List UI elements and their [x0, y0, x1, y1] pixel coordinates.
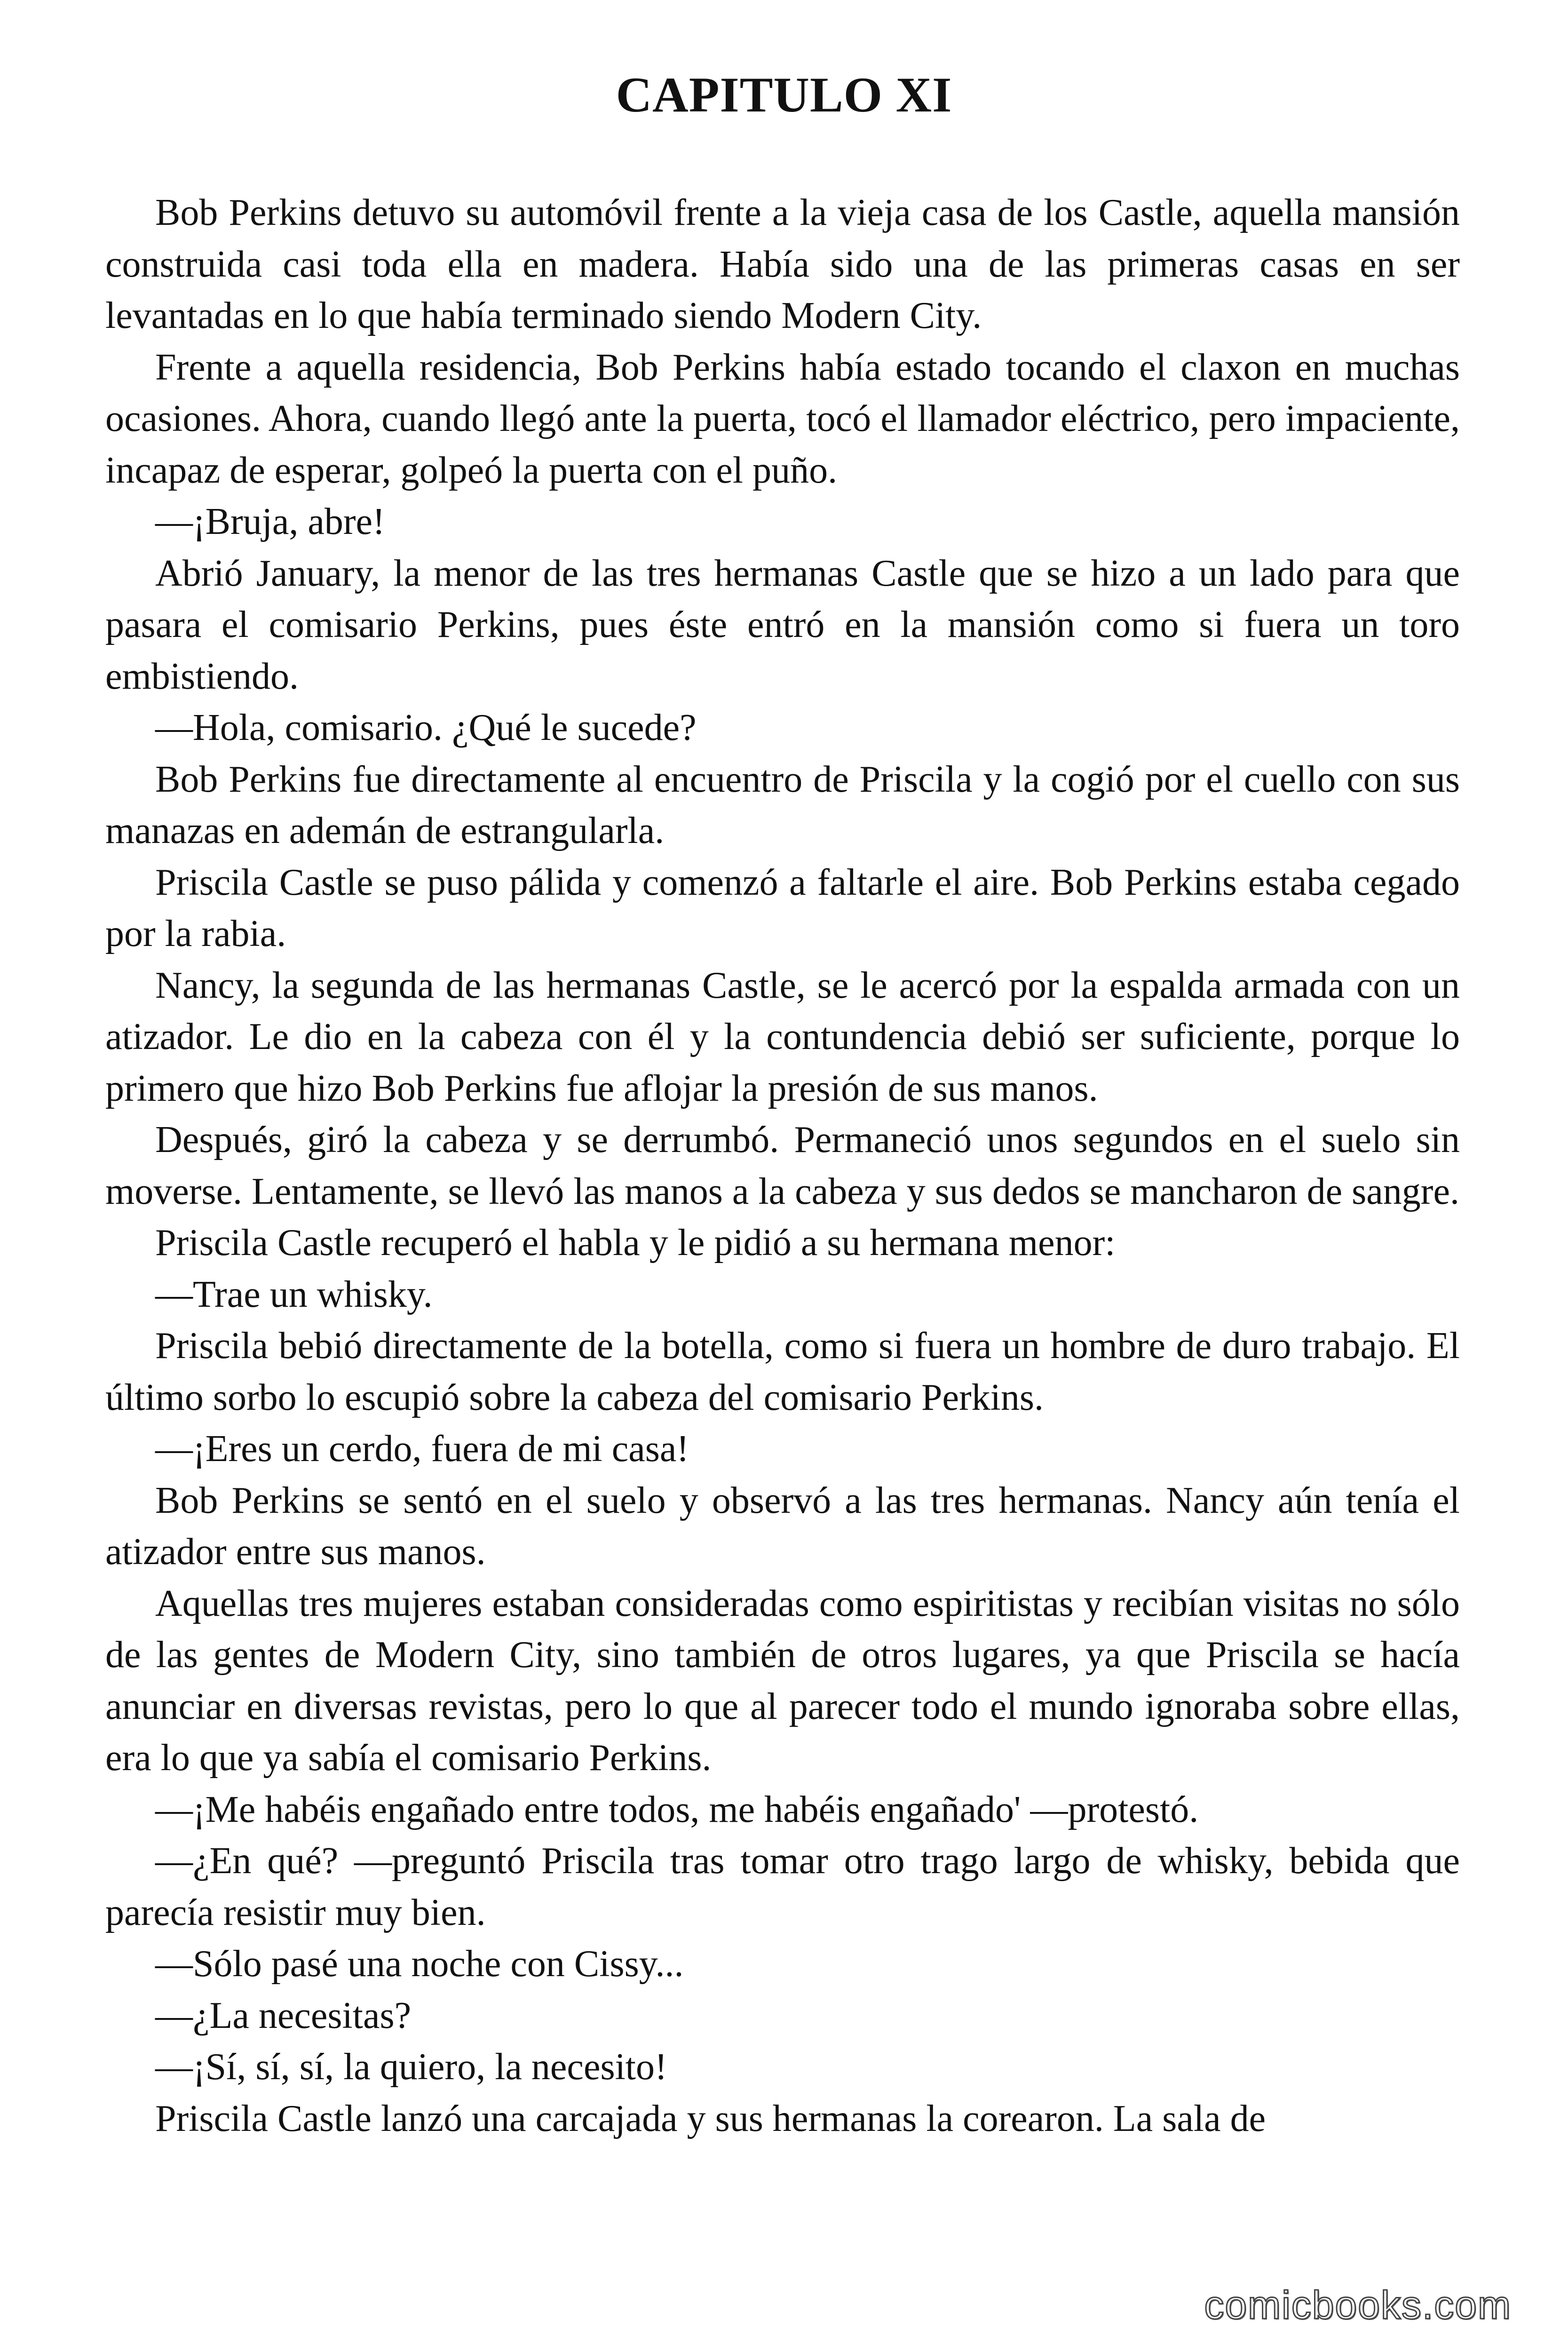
paragraph: Priscila Castle recuperó el habla y le pidió a su hermana menor:: [155, 1222, 1116, 1263]
paragraph: —¿En qué? —preguntó Priscila tras tomar otro trago largo de whisky, bebida que parecía resistir muy bien.: [105, 1840, 1460, 1933]
paragraph: —¡Sí, sí, sí, la quiero, la necesito!: [155, 2046, 667, 2088]
paragraph: Frente a aquella residencia, Bob Perkins había estado tocando el claxon en muchas ocasiones. Ahora, cuando llegó ante la puerta, tocó el llamador eléctrico, pero impaciente, incapaz de esperar, golpeó la puerta con el puño.: [105, 346, 1460, 491]
paragraph: Priscila Castle se puso pálida y comenzó a faltarle el aire. Bob Perkins estaba cegado por la rabia.: [105, 861, 1460, 954]
body-text: [105, 187, 1460, 2145]
paragraph: Aquellas tres mujeres estaban consideradas como espiritistas y recibían visitas no sólo de las gentes de Modern City, sino también de otros lugares, ya que Priscila se hacía anunciar en diversas revistas, pero lo que al parecer todo el mundo ignoraba sobre ellas, era lo que ya sabía el comisario Perkins.: [105, 1582, 1460, 1779]
paragraph: Nancy, la segunda de las hermanas Castle, se le acercó por la espalda armada con un atizador. Le dio en la cabeza con él y la contundencia debió ser suficiente, porque lo primero que hizo Bob Perkins fue aflojar la presión de sus manos.: [105, 964, 1460, 1109]
paragraph: Bob Perkins se sentó en el suelo y observó a las tres hermanas. Nancy aún tenía el atizador entre sus manos.: [105, 1479, 1460, 1573]
paragraph: Abrió January, la menor de las tres hermanas Castle que se hizo a un lado para que pasara el comisario Perkins, pues éste entró en la mansión como si fuera un toro embistiendo.: [105, 552, 1460, 697]
paragraph: —Hola, comisario. ¿Qué le sucede?: [155, 707, 697, 748]
paragraph: —¿La necesitas?: [155, 1994, 412, 2036]
paragraph: —Trae un whisky.: [155, 1273, 433, 1315]
paragraph: Priscila bebió directamente de la botella, como si fuera un hombre de duro trabajo. El último sorbo lo escupió sobre la cabeza del comisario Perkins.: [105, 1325, 1460, 1418]
watermark: comicbooks.com: [1204, 2283, 1512, 2327]
paragraph: Bob Perkins fue directamente al encuentro de Priscila y la cogió por el cuello con sus manazas en ademán de estrangularla.: [105, 758, 1460, 851]
paragraph: —¡Eres un cerdo, fuera de mi casa!: [155, 1428, 689, 1470]
paragraph: —Sólo pasé una noche con Cissy...: [155, 1943, 684, 1985]
paragraph: —¡Bruja, abre!: [155, 501, 385, 542]
paragraph: Después, giró la cabeza y se derrumbó. Permaneció unos segundos en el suelo sin moverse. Lentamente, se llevó las manos a la cabeza y sus dedos se mancharon de sangre.: [105, 1119, 1460, 1212]
paragraph: —¡Me habéis engañado entre todos, me habéis engañado' —protestó.: [155, 1788, 1199, 1830]
chapter-title: CAPITULO XI: [616, 67, 952, 122]
paragraph: Bob Perkins detuvo su automóvil frente a la vieja casa de los Castle, aquella mansión construida casi toda ella en madera. Había sido una de las primeras casas en ser levantadas en lo que había terminado siendo Modern City.: [105, 192, 1460, 336]
paragraph: Priscila Castle lanzó una carcajada y sus hermanas la corearon. La sala de: [155, 2098, 1266, 2139]
